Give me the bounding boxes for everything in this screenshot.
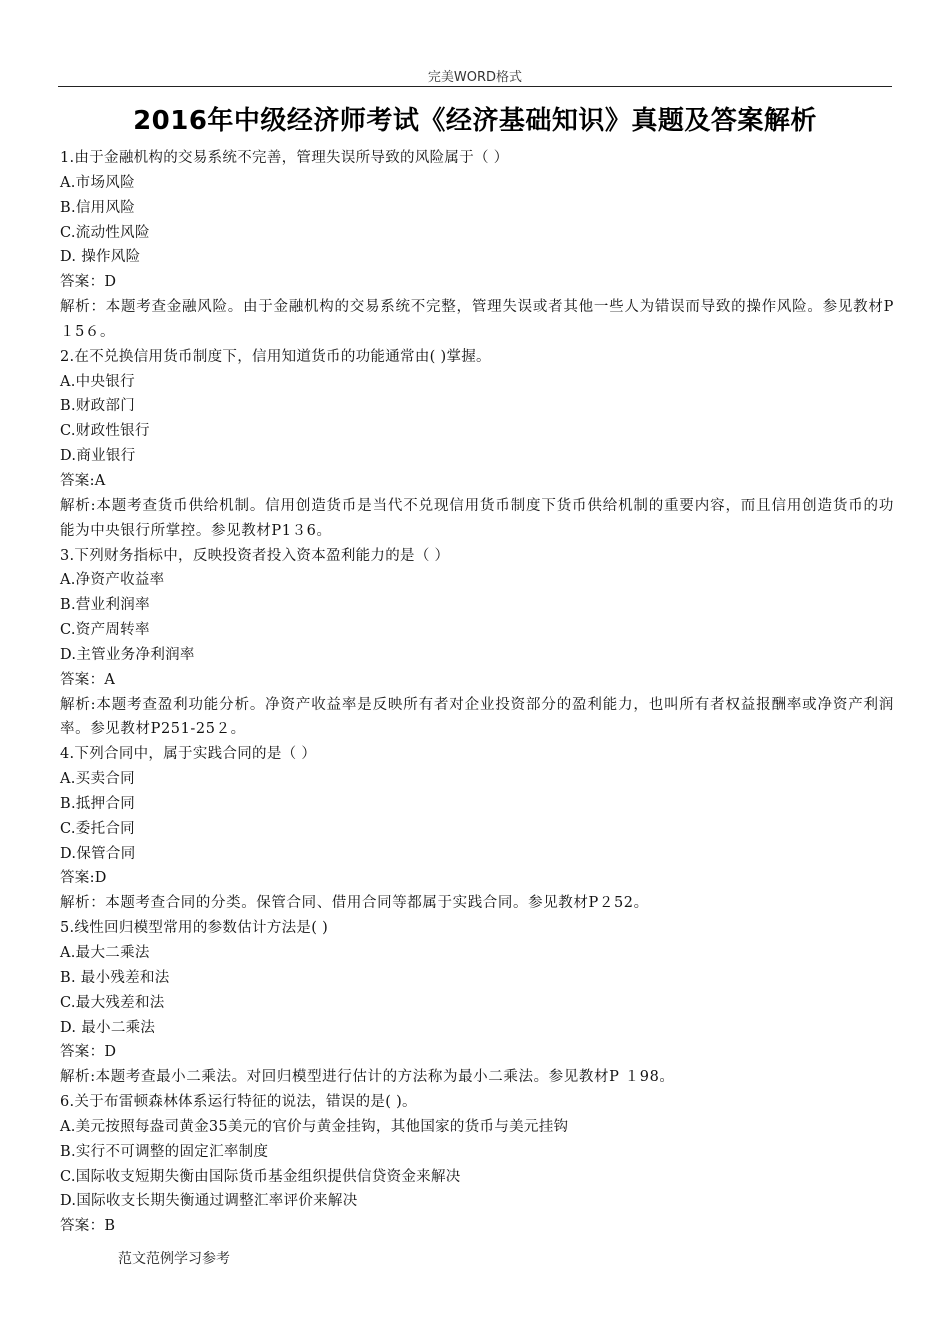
option-c: C.财政性银行 — [60, 423, 150, 440]
option-b: B. 最小残差和法 — [60, 969, 170, 986]
answer-text: 答案:D — [60, 870, 107, 887]
question-block-2 — [60, 345, 894, 544]
question-text: 2.在不兑换信用货币制度下，信用知道货币的功能通常由( )掌握。 — [60, 348, 491, 365]
option-b: B.实行不可调整的固定汇率制度 — [60, 1143, 269, 1160]
option-c: C.流动性风险 — [60, 224, 150, 241]
page-header: 完美WORD格式 — [427, 70, 523, 85]
answer-text: 答案:A — [60, 472, 106, 489]
answer-text: 答案：A — [60, 671, 116, 688]
option-c: C.委托合同 — [60, 820, 135, 837]
question-text: 5.线性回归模型常用的参数估计方法是( ) — [60, 920, 329, 937]
option-d: D.保管合同 — [60, 845, 136, 862]
option-a: A.净资产收益率 — [60, 572, 165, 589]
option-a: A.美元按照每盎司黄金35美元的官价与黄金挂钩，其他国家的货币与美元挂钩 — [60, 1118, 569, 1135]
question-block-1 — [60, 146, 894, 345]
document-title: 2016年中级经济师考试《经济基础知识》真题及答案解析 — [133, 106, 817, 136]
page-footer: 范文范例学习参考 — [118, 1251, 230, 1267]
option-d: D.主管业务净利润率 — [60, 646, 195, 663]
question-text: 3.下列财务指标中，反映投资者投入资本盈利能力的是（ ） — [60, 547, 450, 564]
option-d: D. 操作风险 — [60, 249, 141, 266]
option-a: A.中央银行 — [60, 373, 135, 390]
analysis-text: 解析：本题考查金融风险。由于金融机构的交易系统不完整，管理失误或者其他一些人为错误而导致的操作风险。参见教材P１5６。 — [60, 299, 894, 340]
option-c: C.资产周转率 — [60, 622, 150, 639]
option-a: A.最大二乘法 — [60, 945, 150, 961]
question-block-6 — [60, 1090, 894, 1239]
analysis-text: 解析：本题考查合同的分类。保管合同、借用合同等都属于实践合同。参见教材P２52。 — [60, 895, 649, 912]
question-text: 4.下列合同中，属于实践合同的是（ ） — [60, 746, 317, 763]
option-b: B.营业利润率 — [60, 597, 150, 614]
analysis-text: 解析:本题考查货币供给机制。信用创造货币是当代不兑现信用货币制度下货币供给机制的重要内容，而且信用创造货币的功能为中央银行所掌控。参见教材P1３6。 — [60, 497, 894, 539]
analysis-text: 解析:本题考查盈利功能分析。净资产收益率是反映所有者对企业投资部分的盈利能力，也叫所有者权益报酬率或净资产利润率。参见教材P251-25２。 — [60, 696, 894, 738]
question-block-3 — [60, 544, 894, 743]
answer-text: 答案：B — [60, 1218, 116, 1235]
question-block-4 — [60, 742, 894, 916]
option-a: A.市场风险 — [60, 174, 135, 191]
option-a: A.买卖合同 — [60, 771, 135, 788]
option-b: B.信用风险 — [60, 199, 136, 216]
document-body — [60, 146, 894, 1239]
answer-text: 答案：D — [60, 1044, 117, 1061]
option-d: D. 最小二乘法 — [60, 1019, 156, 1036]
option-b: B.财政部门 — [60, 398, 136, 415]
header-divider — [58, 86, 892, 87]
analysis-text: 解析:本题考查最小二乘法。对回归模型进行估计的方法称为最小二乘法。参见教材P １98。 — [60, 1069, 675, 1086]
option-c: C.国际收支短期失衡由国际货币基金组织提供信贷资金来解决 — [60, 1168, 461, 1185]
question-text: 1.由于金融机构的交易系统不完善，管理失误所导致的风险属于（ ） — [60, 150, 509, 166]
option-c: C.最大残差和法 — [60, 994, 165, 1011]
option-b: B.抵押合同 — [60, 795, 136, 812]
question-text: 6.关于布雷顿森林体系运行特征的说法，错误的是( )。 — [60, 1094, 417, 1111]
answer-text: 答案：D — [60, 274, 117, 291]
option-d: D.商业银行 — [60, 448, 136, 465]
question-block-5 — [60, 916, 894, 1090]
option-d: D.国际收支长期失衡通过调整汇率评价来解决 — [60, 1193, 358, 1210]
